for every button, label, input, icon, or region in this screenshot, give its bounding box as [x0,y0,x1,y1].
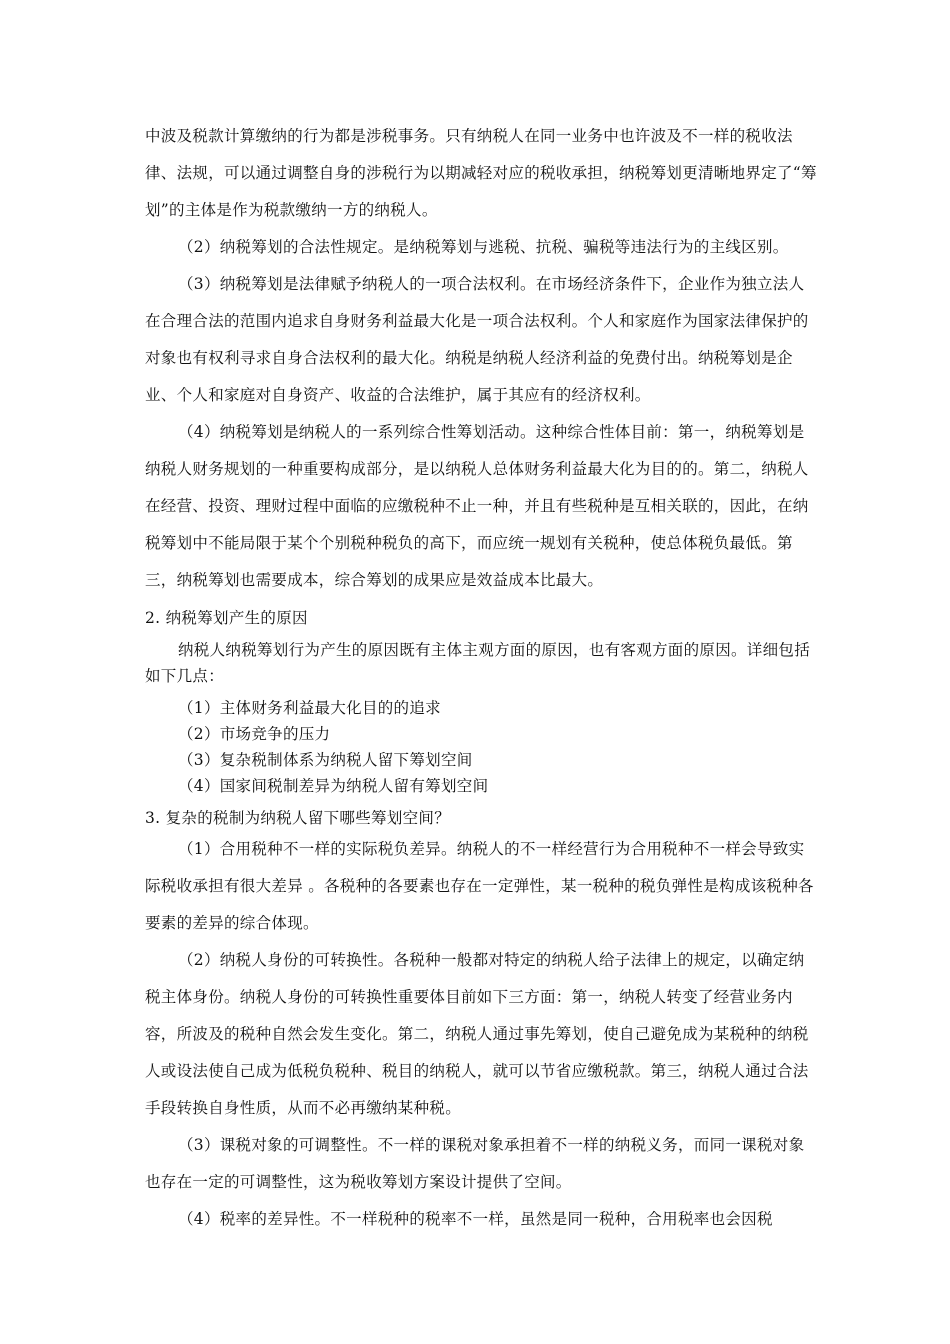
paragraph-legality: （2）纳税筹划的合法性规定。是纳税筹划与逃税、抗税、骗税等违法行为的主线区别。 [178,238,789,256]
section-heading: 3. 复杂的税制为纳税人留下哪些筹划空间？ [145,809,451,827]
paragraph-legal-right: （3）纳税筹划是法律赋予纳税人的一项合法权利。在市场经济条件下，企业作为独立法人在合理合法的范围内追求自身财务利益最大化是一项合法权利。个人和家庭作为国家法律保护的对象也有权利寻求自身合法权利的最大化。纳税是纳税人经济利益的免费付出。纳税筹划是企业、个人和家庭对自身资产、收益的合法维护，属于其应有的经济权利。 [145,275,809,404]
paragraph-taxpayer-identity: （2）纳税人身份的可转换性。各税种一般都对特定的纳税人给子法律上的规定，以确定纳税主体身份。纳税人身份的可转换性重要体目前如下三方面：第一，纳税人转变了经营业务内容，所波及的税种自然会发生变化。第二，纳税人通过事先筹划，使自己避免成为某税种的纳税人或设法使自己成为低税负税种、税目的纳税人，就可以节省应缴税款。第三，纳税人通过合法手段转换自身性质，从而不必再缴纳某种税。 [145,951,809,1117]
list-item: （2）市场竞争的压力 [178,725,331,743]
paragraph-tax-rate: （4）税率的差异性。不一样税种的税率不一样，虽然是同一税种，合用税率也会因税 [178,1210,773,1228]
section-space [145,831,817,1238]
paragraph-comprehensive: （4）纳税筹划是纳税人的一系列综合性筹划活动。这种综合性体目前：第一，纳税筹划是纳税人财务规划的一种重要构成部分，是以纳税人总体财务利益最大化为目的的。第二，纳税人在经营、投资、理财过程中面临的应缴税种不止一种，并且有些税种是互相关联的，因此，在纳税筹划中不能局限于某个个别税种税负的高下，而应统一规划有关税种，使总体税负最低。第三，纳税筹划也需要成本，综合筹划的成果应是效益成本比最大。 [145,423,809,589]
list-item: （4）国家间税制差异为纳税人留有筹划空间 [178,777,489,795]
paragraph-tax-burden: （1）合用税种不一样的实际税负差异。纳税人的不一样经营行为合用税种不一样会导致实际税收承担有很大差异 。各税种的各要素也存在一定弹性，某一税种的税负弹性是构成该税种各要素的差异的综合体现。 [145,840,814,932]
section-features [145,118,817,599]
section-causes [145,599,817,831]
section-heading: 2. 纳税筹划产生的原因 [145,609,308,627]
list-item: （1）主体财务利益最大化目的的追求 [178,699,441,717]
paragraph-tax-object: （3）课税对象的可调整性。不一样的课税对象承担着不一样的纳税义务，而同一课税对象也存在一定的可调整性，这为税收筹划方案设计提供了空间。 [145,1136,805,1191]
list-item: （3）复杂税制体系为纳税人留下筹划空间 [178,751,473,769]
paragraph-causes-intro: 纳税人纳税筹划行为产生的原因既有主体主观方面的原因，也有客观方面的原因。详细包括如下几点： [145,641,811,685]
document-body [145,118,817,1238]
paragraph-continued: 中波及税款计算缴纳的行为都是涉税事务。只有纳税人在同一业务中也许波及不一样的税收法律、法规，可以通过调整自身的涉税行为以期减轻对应的税收承担，纳税筹划更清晰地界定了“筹划”的主体是作为税款缴纳一方的纳税人。 [145,127,817,219]
